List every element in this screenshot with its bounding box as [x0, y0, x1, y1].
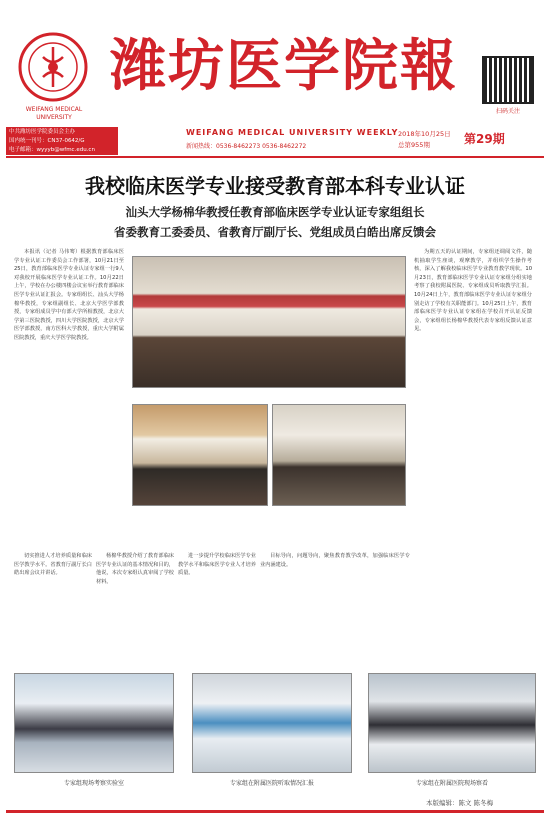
article-column-3	[96, 552, 174, 670]
article-text: 目标导向，问题导向，聚焦教育教学改革，加强临床医学专业内涵建设。	[260, 553, 410, 568]
article-column-5	[260, 552, 410, 670]
issue-number: 第29期	[464, 132, 505, 146]
masthead	[6, 26, 544, 130]
info-bar	[0, 127, 550, 155]
issue-date-block	[398, 129, 451, 151]
main-headline: 我校临床医学专业接受教育部本科专业认证	[85, 174, 465, 198]
qr-code-icon	[482, 56, 534, 104]
subheadline-2: 省委教育工委委员、省教育厅副厅长、党组成员白皓出席反馈会	[114, 225, 436, 239]
publisher-line: 中共潍坊医学院委员会主办	[9, 129, 76, 135]
english-title: WEIFANG MEDICAL UNIVERSITY WEEKLY	[186, 128, 399, 137]
inspection-photo	[368, 673, 536, 773]
seal-caption: WEIFANG MEDICAL UNIVERSITY	[25, 106, 83, 121]
photo-caption: 专家组在附属医院现场察看	[415, 780, 488, 787]
publisher-info	[6, 127, 118, 155]
article-column-4	[178, 552, 256, 670]
lab-photo	[14, 673, 174, 773]
article-column-1	[14, 248, 124, 550]
subheadline-1: 汕头大学杨棉华教授任教育部临床医学专业认证专家组组长	[125, 205, 425, 219]
page-editor: 本版编辑：陈文 陈冬梅	[426, 799, 494, 807]
newspaper-title: 潍坊医学院報	[110, 33, 458, 99]
meeting-photo-right	[272, 404, 406, 506]
article-text: 切实推进人才培养质量和临床医学教学水平。省教育厅副厅长白皓出席会议并讲话。	[14, 553, 92, 577]
publisher-line: 电子邮箱：wyyyb@wfmc.edu.cn	[9, 147, 95, 153]
article-text: 为期五天的认证期间，专家组还调阅文件，随机抽取学生座谈，观摩教学，并组织学生操作考核，深入了解我校临床医学专业教育教学现状。10月23日，教育部临床医学专业认证专家组分组实地考察了我校附属医院、专家组成员听取教学汇报。10月24日上午，教育部临床医学专业认证专家组分别走访了学校有关职能部门。10月25日上午，教育部临床医学专业认证专家组在学校召开认证反馈会，专家组组长杨棉华教授代表专家组反馈认证意见。	[414, 249, 532, 333]
total-issue: 总第955期	[398, 141, 430, 149]
article-column-right	[414, 248, 532, 550]
article-column-2	[14, 552, 92, 670]
article-text: 本报讯（记者 马伟骞）根据教育部临床医学专业认证工作委员会工作部署，10月21日至25日，教育部临床医学专业认证专家组一行9人对我校开展临床医学专业认证工作。10月22日上午，学校在办公楼四楼会议室举行教育部临床医学专业认证汇报会。专家组组长、汕头大学杨棉华教授，专家组副组长、北京大学医学部教授，专家组成员学中有部大学所相教授，北京大学第三医院教授，四川大学医院教授，北京大学医学部教授，南方医科大学教授，重庆大学附属医院教授，重庆大学医学院教授。	[14, 249, 124, 341]
publisher-line: 国内统一刊号：CN37-0642/G	[9, 138, 85, 144]
qr-caption: 扫码关注	[495, 108, 520, 115]
university-seal-icon	[18, 32, 88, 102]
photo-caption: 专家组现场考察实验室	[63, 780, 124, 787]
article-text: 进一步提升学校临床医学专业教学水平和临床医学专业人才培养质量。	[178, 553, 256, 577]
news-hotline: 新闻热线：0536-8462273 0536-8462272	[186, 143, 307, 150]
hospital-photo	[192, 673, 352, 773]
issue-date: 2018年10月25日	[398, 130, 451, 138]
meeting-photo	[132, 256, 406, 388]
header-divider	[6, 156, 544, 158]
article-text: 杨棉华教授介绍了教育部临床医学专业认证的基本情况和目的，他说，本次专家组认真审阅了学校材料。	[96, 553, 174, 585]
footer-divider	[6, 810, 544, 813]
meeting-photo-left	[132, 404, 268, 506]
photo-caption: 专家组在附属医院听取情况汇报	[229, 780, 314, 787]
